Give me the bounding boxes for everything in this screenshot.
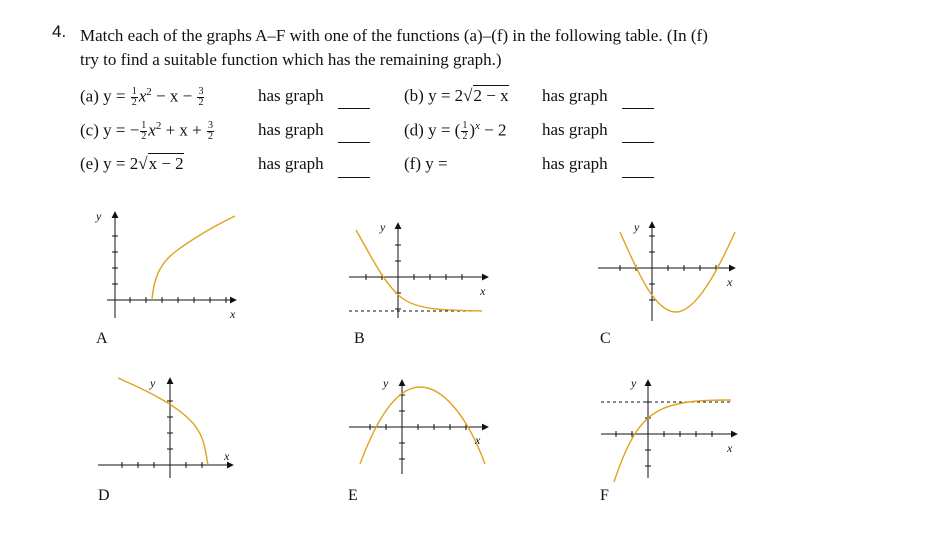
graph-c-x-label: x — [727, 275, 733, 289]
graph-a-curve — [152, 216, 235, 300]
graph-label-a: A — [96, 330, 108, 347]
graph-d-x-label: x — [224, 449, 230, 463]
function-a: (a) y = $\frac{1}{2}$ $x^2 - x$ − $\frac{3}{2}$ — [80, 86, 204, 109]
graph-label-d: D — [98, 487, 110, 504]
has-graph-d: has graph — [542, 120, 608, 139]
has-graph-c: has graph — [258, 120, 324, 139]
has-graph-e: has graph — [258, 154, 324, 173]
graph-c — [598, 220, 735, 321]
graph-f-y-label: y — [631, 376, 637, 390]
graph-f — [601, 376, 737, 482]
problem-number: 4. — [52, 22, 67, 41]
graph-a — [95, 209, 236, 321]
graph-d-y-label: y — [150, 376, 156, 390]
graph-b — [349, 220, 488, 318]
function-c: (c) y = − $\frac{1}{2}$ $x^2 + x$ + $\frac{3}{2}$ — [80, 120, 214, 143]
graph-a-x-label: x — [230, 307, 236, 321]
graph-label-e: E — [348, 487, 358, 504]
function-b: (b) y = 2√2 − x — [404, 86, 509, 105]
function-f: (f) y = — [404, 154, 448, 173]
graph-label-f: F — [600, 487, 609, 504]
graph-f-x-label: x — [727, 441, 733, 455]
graph-c-curve — [620, 232, 735, 312]
graph-c-y-label: y — [634, 220, 640, 234]
graph-e — [349, 376, 488, 474]
has-graph-a: has graph — [258, 86, 324, 105]
intro-line-2: try to find a suitable function which has the remaining graph.) — [80, 50, 502, 69]
graph-d — [98, 376, 233, 478]
has-graph-b: has graph — [542, 86, 608, 105]
function-d: (d) y = ( $\frac{1}{2}$ )$^x$ − 2 — [404, 120, 507, 143]
graph-label-c: C — [600, 330, 611, 347]
graph-e-y-label: y — [383, 376, 389, 390]
function-e: (e) y = 2√x − 2 — [80, 154, 184, 173]
graph-label-b: B — [354, 330, 365, 347]
graph-b-x-label: x — [480, 284, 486, 298]
intro-line-1: Match each of the graphs A–F with one of the functions (a)–(f) in the following table. (In (f) — [80, 26, 708, 45]
graph-b-curve — [356, 230, 482, 311]
graph-a-y-label: y — [96, 209, 102, 223]
graph-f-curve — [614, 400, 731, 482]
graph-d-curve — [118, 378, 208, 465]
has-graph-f: has graph — [542, 154, 608, 173]
graph-e-x-label: x — [475, 433, 481, 447]
graph-b-y-label: y — [380, 220, 386, 234]
